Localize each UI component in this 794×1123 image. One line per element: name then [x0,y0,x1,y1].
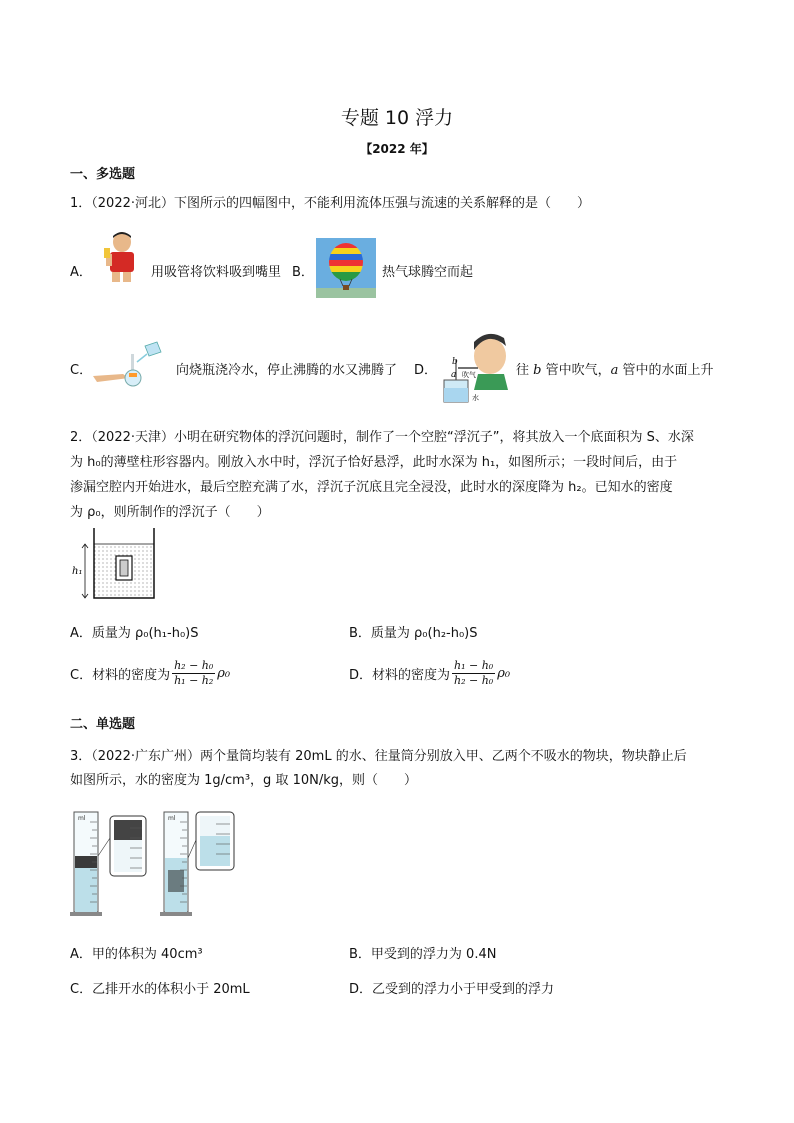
q1-stem: 1．（2022·河北）下图所示的四幅图中，不能利用流体压强与流速的关系解释的是（ ） [70,196,590,211]
fig-label-b: b [452,357,458,367]
container-figure [70,526,160,602]
boy-drinking-image [98,232,142,282]
q2-line-1: 2．（2022·天津）小明在研究物体的浮沉问题时，制作了一个空腔“浮沉子”，将其放入一个底面积为 S、水深 [70,430,694,445]
q2-d-fraction: $\frac{\text{h₁ − h₀}}{\text{h₂ − h₀}}$ [454,659,494,687]
cyl2-unit: ml [168,815,176,822]
year-heading: 【2022 年】 [360,142,434,156]
cyl1-unit: ml [78,815,86,822]
page-title: 专题 10 浮力 [340,107,454,129]
q2-option-c: C．材料的密度为 $\frac{\text{h₂ − h₀}}{\text{h₁ − h₂}}$ ρ₀ [70,659,231,687]
q1-option-c-label: C． [70,363,93,378]
cylinder-yi-figure [160,808,240,918]
q2-option-b: B．质量为 ρ₀(h₂-h₀)S [349,626,478,641]
section-multi-choice: 一、多选题 [70,167,136,182]
q2-line-4: 为 ρ₀，则所制作的浮沉子（ ） [70,505,270,520]
q1-option-a-label: A． [70,265,92,280]
fig-label-blow: 吹气 [462,371,476,379]
q2-option-d: D．材料的密度为 $\frac{\text{h₁ − h₀}}{\text{h₂ − h₀}}$ ρ₀ [349,659,511,687]
q1-option-a-text: 用吸管将饮料吸到嘴里 [151,265,282,280]
h1-label: h₁ [72,566,83,577]
q2-line-2: 为 h₀的薄壁柱形容器内。刚放入水中时，浮沉子恰好悬浮，此时水深为 h₁，如图所示；一段时间后，由于 [70,455,678,470]
q3-option-b: B．甲受到的浮力为 0.4N [349,947,497,962]
q1-option-d-label: D． [414,363,438,378]
q2-option-a: A．质量为 ρ₀(h₁-h₀)S [70,626,199,641]
q3-option-d: D．乙受到的浮力小于甲受到的浮力 [349,982,555,997]
q3-line-1: 3．（2022·广东广州）两个量筒均装有 20mL 的水、往量筒分别放入甲、乙两个不吸水的物块，物块静止后 [70,749,687,764]
flask-cold-water-image [93,340,169,388]
q3-option-a: A．甲的体积为 40cm³ [70,947,203,962]
q1-option-d-text: 往 b 管中吹气，a 管中的水面上升 [516,363,714,378]
section-single-choice: 二、单选题 [70,717,136,732]
q2-line-3: 渗漏空腔内开始进水，最后空腔充满了水，浮沉子沉底且完全浸没，此时水的深度降为 h₂。已知水的密度 [70,480,673,495]
fig-label-a: a [451,370,457,380]
q1-option-b-text: 热气球腾空而起 [382,265,474,280]
q1-option-b-label: B． [292,265,314,280]
q3-line-2: 如图所示，水的密度为 1g/cm³，g 取 10N/kg，则（ ） [70,773,418,788]
cylinder-jia-figure [70,808,150,918]
hot-air-balloon-image [316,238,376,298]
q2-c-fraction: $\frac{\text{h₂ − h₀}}{\text{h₁ − h₂}}$ [174,659,214,687]
fig-label-water: 水 [472,394,479,402]
blowing-tube-image [438,330,510,406]
q3-option-c: C．乙排开水的体积小于 20mL [70,982,250,997]
q1-option-c-text: 向烧瓶浇冷水，停止沸腾的水又沸腾了 [176,363,398,378]
